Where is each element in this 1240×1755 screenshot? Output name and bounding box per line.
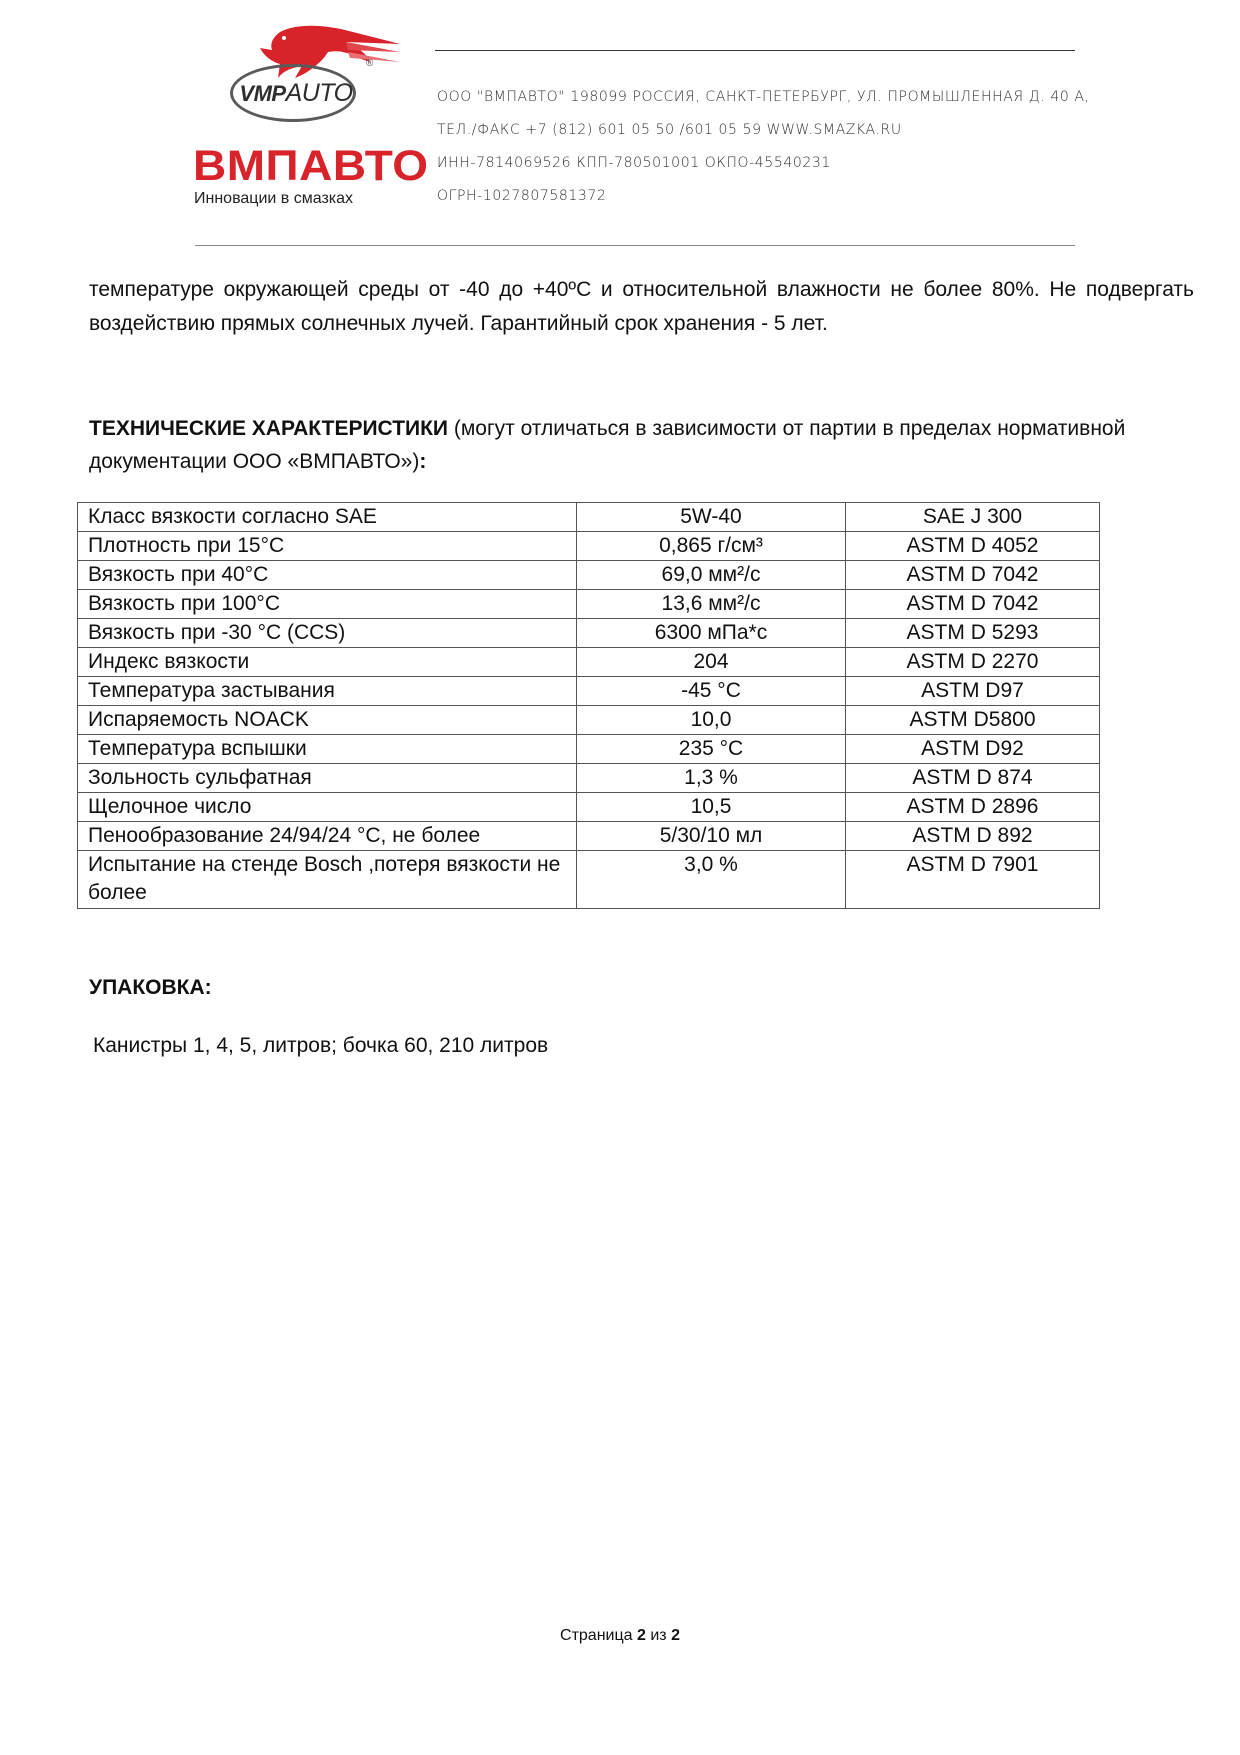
param-cell: Температура вспышки — [78, 735, 577, 764]
param-cell: Вязкость при 100°С — [78, 590, 577, 619]
value-cell: 204 — [577, 648, 846, 677]
value-cell: 0,865 г/см³ — [577, 532, 846, 561]
header-bottom-rule — [195, 245, 1075, 246]
method-cell: ASTM D97 — [846, 677, 1100, 706]
method-cell: SAE J 300 — [846, 503, 1100, 532]
table-row — [78, 706, 1100, 735]
value-cell: 235 °С — [577, 735, 846, 764]
specs-title-note: (могут отличаться в зависимости от партии в пределах нормативной документации ООО «ВМПАВТО») — [89, 417, 1126, 473]
value-cell: 13,6 мм²/с — [577, 590, 846, 619]
table-row — [78, 735, 1100, 764]
brand-tagline: Инновации в смазках — [194, 190, 354, 207]
table-row — [78, 619, 1100, 648]
param-cell: Температура застывания — [78, 677, 577, 706]
table-row — [78, 532, 1100, 561]
param-cell: Вязкость при 40°С — [78, 561, 577, 590]
value-cell: 10,5 — [577, 793, 846, 822]
header-top-rule — [435, 50, 1075, 51]
brand-name: ВМПАВТО — [193, 141, 429, 190]
param-cell: Вязкость при -30 °С (CCS) — [78, 619, 577, 648]
page-current: 2 — [636, 1627, 646, 1644]
specs-title-colon: : — [419, 450, 427, 473]
method-cell: ASTM D 7901 — [846, 851, 1100, 909]
value-cell: 1,3 % — [577, 764, 846, 793]
company-logo — [188, 22, 429, 212]
table-row — [78, 793, 1100, 822]
specs-table — [77, 502, 1100, 909]
page-prefix: Страница — [560, 1627, 637, 1644]
value-cell: 3,0 % — [577, 851, 846, 909]
table-row — [78, 764, 1100, 793]
method-cell: ASTM D 5293 — [846, 619, 1100, 648]
logo-oval-text: VMPAUTO — [239, 79, 353, 107]
table-row — [78, 648, 1100, 677]
packaging-text: Канистры 1, 4, 5, литров; бочка 60, 210 литров — [93, 1034, 549, 1057]
table-row — [78, 822, 1100, 851]
value-cell: 10,0 — [577, 706, 846, 735]
method-cell: ASTM D 2270 — [846, 648, 1100, 677]
param-cell: Испаряемость NOACK — [78, 706, 577, 735]
table-row — [78, 677, 1100, 706]
specs-title-bold: ТЕХНИЧЕСКИЕ ХАРАКТЕРИСТИКИ — [89, 417, 449, 440]
company-phone-line: ТЕЛ./ФАКС +7 (812) 601 05 50 /601 05 59 WWW.SMAZKA.RU — [437, 122, 902, 138]
method-cell: ASTM D 892 — [846, 822, 1100, 851]
registered-mark: ® — [366, 58, 374, 69]
page-middle: из — [645, 1627, 672, 1644]
method-cell: ASTM D92 — [846, 735, 1100, 764]
param-cell: Плотность при 15°С — [78, 532, 577, 561]
param-cell: Пенообразование 24/94/24 °С, не более — [78, 822, 577, 851]
company-details — [437, 89, 1090, 221]
page-total: 2 — [671, 1627, 680, 1644]
value-cell: 69,0 мм²/с — [577, 561, 846, 590]
method-cell: ASTM D 4052 — [846, 532, 1100, 561]
table-row — [78, 851, 1100, 909]
method-cell: ASTM D 2896 — [846, 793, 1100, 822]
method-cell: ASTM D 7042 — [846, 590, 1100, 619]
company-address-line: ООО "ВМПАВТО" 198099 РОССИЯ, САНКТ-ПЕТЕРБУРГ, УЛ. ПРОМЫШЛЕННАЯ Д. 40 А, — [437, 89, 1090, 105]
table-row — [78, 590, 1100, 619]
company-ogrn-line: ОГРН-1027807581372 — [437, 188, 607, 204]
param-cell: Щелочное число — [78, 793, 577, 822]
param-cell: Индекс вязкости — [78, 648, 577, 677]
value-cell: 5W-40 — [577, 503, 846, 532]
value-cell: 5/30/10 мл — [577, 822, 846, 851]
table-row — [78, 561, 1100, 590]
table-row — [78, 503, 1100, 532]
value-cell: 6300 мПа*с — [577, 619, 846, 648]
param-cell: Зольность сульфатная — [78, 764, 577, 793]
packaging-title: УПАКОВКА: — [89, 976, 212, 999]
method-cell: ASTM D5800 — [846, 706, 1100, 735]
company-tax-ids-line: ИНН-7814069526 КПП-780501001 ОКПО-45540231 — [437, 155, 831, 171]
method-cell: ASTM D 7042 — [846, 561, 1100, 590]
value-cell: -45 °С — [577, 677, 846, 706]
storage-paragraph: температуре окружающей среды от -40 до +40ºС и относительной влажности не более 80%. Не подвергать воздействию прямых солнечных лучей. Гарантийный срок хранения - 5 лет. — [89, 278, 1194, 335]
page-number — [0, 1627, 1240, 1645]
param-cell: Класс вязкости согласно SAE — [78, 503, 577, 532]
method-cell: ASTM D 874 — [846, 764, 1100, 793]
param-cell: Испытание на стенде Bosch ,потеря вязкости не более — [78, 851, 577, 909]
specs-section-title — [89, 412, 1189, 478]
